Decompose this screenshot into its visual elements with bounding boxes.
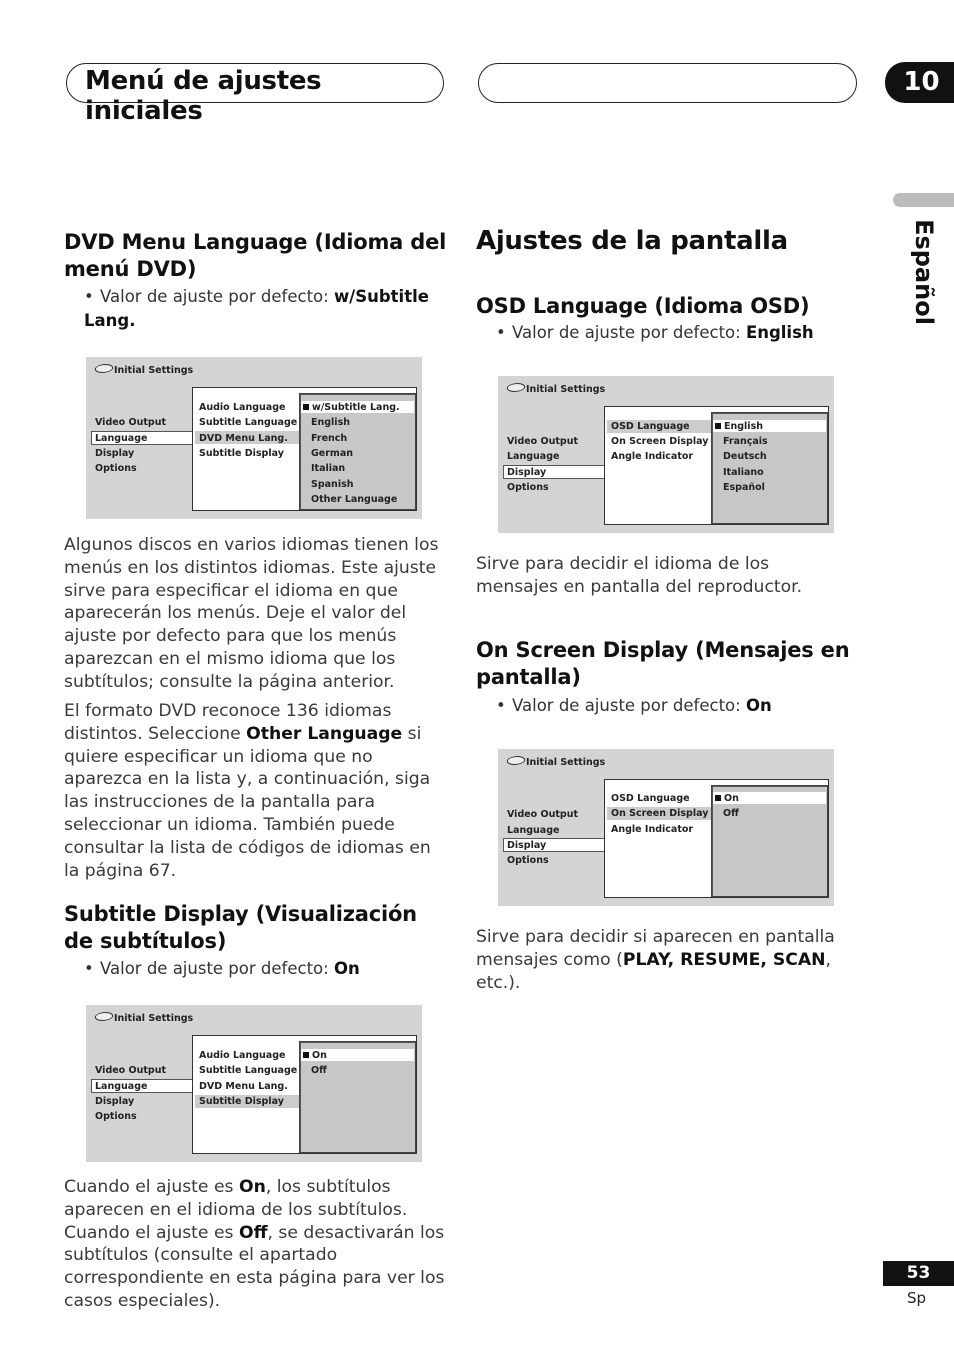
disc-icon: [93, 1012, 114, 1021]
selected-square-icon: [715, 423, 721, 429]
menu-language[interactable]: Language: [507, 451, 560, 462]
option-italian[interactable]: Italian: [311, 463, 346, 474]
option-w-subtitle-lang[interactable]: w/Subtitle Lang.: [303, 401, 400, 414]
disc-icon: [505, 383, 526, 392]
section-title: Ajustes de la pantalla: [476, 226, 788, 256]
on-screen-display-heading: On Screen Display (Mensajes en pantalla): [476, 638, 850, 689]
submenu-subtitle-language[interactable]: Subtitle Language: [199, 417, 298, 428]
submenu-osd-language[interactable]: OSD Language: [611, 793, 690, 804]
submenu-angle-indicator[interactable]: Angle Indicator: [611, 824, 694, 835]
option-espanol[interactable]: Español: [723, 482, 765, 493]
osd-language-default-bullet: • Valor de ajuste por defecto: English: [496, 323, 814, 342]
chapter-number: 10: [885, 62, 954, 103]
option-off[interactable]: Off: [311, 1065, 327, 1076]
option-on[interactable]: On: [303, 1049, 327, 1062]
option-deutsch[interactable]: Deutsch: [723, 451, 767, 462]
dvd-menu-para-2: El formato DVD reconoce 136 idiomas distintos. Seleccione Other Language si quiere especificar un idioma que no aparezca en la lista y, a continuación, siga las instrucciones de la pantalla para seleccionar un idioma. También puede consultar la lista de códigos de idiomas en la página 67.: [64, 701, 431, 881]
side-tab-bar: [893, 193, 954, 207]
subtitle-display-default-bullet: • Valor de ajuste por defecto: On: [84, 959, 360, 978]
option-german[interactable]: German: [311, 448, 353, 459]
screen-dvd-menu-language: [86, 357, 422, 519]
screen-on-screen-display: [498, 749, 834, 906]
subtitle-display-para: Cuando el ajuste es On, los subtítulos aparecen en el idioma de los subtítulos. Cuando el ajuste es Off, se desactivarán los subtítulos (consulte el apartado correspondiente en esta página para ver los casos especiales).: [64, 1177, 445, 1311]
selected-square-icon: [303, 404, 309, 410]
option-spanish[interactable]: Spanish: [311, 479, 354, 490]
screen-subtitle-display: [86, 1005, 422, 1162]
disc-icon: [505, 756, 526, 765]
menu-video-output[interactable]: Video Output: [507, 436, 579, 447]
menu-video-output[interactable]: Video Output: [507, 809, 579, 820]
on-screen-display-default-bullet: • Valor de ajuste por defecto: On: [496, 696, 772, 715]
dvd-menu-default-bullet: • Valor de ajuste por defecto: w/Subtitle Lang.: [84, 287, 429, 330]
menu-language[interactable]: Language: [507, 825, 560, 836]
menu-video-output[interactable]: Video Output: [95, 1065, 167, 1076]
menu-options[interactable]: Options: [95, 463, 137, 474]
screen-title: Initial Settings: [114, 1013, 194, 1024]
submenu-subtitle-display[interactable]: Subtitle Display: [199, 1096, 284, 1107]
option-francais[interactable]: Français: [723, 436, 768, 447]
submenu-dvd-menu-lang[interactable]: DVD Menu Lang.: [199, 1081, 288, 1092]
submenu-subtitle-language[interactable]: Subtitle Language: [199, 1065, 298, 1076]
menu-language[interactable]: Language: [95, 433, 148, 444]
menu-display[interactable]: Display: [507, 840, 547, 851]
option-italiano[interactable]: Italiano: [723, 467, 764, 478]
dvd-menu-para-1: Algunos discos en varios idiomas tienen los menús en los distintos idiomas. Este ajuste sirve para especificar el idioma en que aparecerán los menús. Deje el valor del ajuste por defecto para que los menús aparezcan en el mismo idioma que los subtítulos; consulte la página anterior.: [64, 535, 439, 692]
header-title: Menú de ajustes iniciales: [85, 66, 322, 126]
option-off[interactable]: Off: [723, 808, 739, 819]
screen-title: Initial Settings: [526, 757, 606, 768]
submenu-subtitle-display[interactable]: Subtitle Display: [199, 448, 284, 459]
submenu-on-screen-display[interactable]: On Screen Display: [611, 436, 709, 447]
menu-video-output[interactable]: Video Output: [95, 417, 167, 428]
menu-options[interactable]: Options: [507, 855, 549, 866]
option-on[interactable]: On: [715, 792, 739, 805]
submenu-angle-indicator[interactable]: Angle Indicator: [611, 451, 694, 462]
osd-language-para: Sirve para decidir el idioma de los mensajes en pantalla del reproductor.: [476, 554, 803, 597]
submenu-on-screen-display[interactable]: On Screen Display: [611, 808, 709, 819]
on-screen-display-para: Sirve para decidir si aparecen en pantalla mensajes como (PLAY, RESUME, SCAN, etc.).: [476, 927, 835, 993]
option-other-language[interactable]: Other Language: [311, 494, 398, 505]
disc-icon: [93, 364, 114, 373]
menu-display[interactable]: Display: [95, 1096, 135, 1107]
selected-square-icon: [715, 795, 721, 801]
screen-title: Initial Settings: [526, 384, 606, 395]
page-language-code: Sp: [907, 1289, 927, 1307]
selected-square-icon: [303, 1052, 309, 1058]
screen-title: Initial Settings: [114, 365, 194, 376]
header-title-frame: [66, 63, 444, 126]
menu-options[interactable]: Options: [507, 482, 549, 493]
submenu-audio-language[interactable]: Audio Language: [199, 1050, 286, 1061]
option-english[interactable]: English: [715, 420, 763, 433]
menu-display[interactable]: Display: [507, 467, 547, 478]
option-french[interactable]: French: [311, 433, 348, 444]
screen-osd-language: [498, 376, 834, 533]
subtitle-display-heading: Subtitle Display (Visualización de subtítulos): [64, 902, 417, 953]
dvd-menu-language-heading: DVD Menu Language (Idioma del menú DVD): [64, 230, 447, 281]
menu-options[interactable]: Options: [95, 1111, 137, 1122]
menu-display[interactable]: Display: [95, 448, 135, 459]
side-language-tab: Español: [910, 219, 938, 325]
submenu-audio-language[interactable]: Audio Language: [199, 402, 286, 413]
header-blank-frame: [478, 63, 857, 103]
menu-language[interactable]: Language: [95, 1081, 148, 1092]
submenu-dvd-menu-lang[interactable]: DVD Menu Lang.: [199, 433, 288, 444]
page-number: 53: [883, 1261, 954, 1286]
osd-language-heading: OSD Language (Idioma OSD): [476, 294, 810, 318]
option-english[interactable]: English: [311, 417, 350, 428]
submenu-osd-language[interactable]: OSD Language: [611, 421, 690, 432]
